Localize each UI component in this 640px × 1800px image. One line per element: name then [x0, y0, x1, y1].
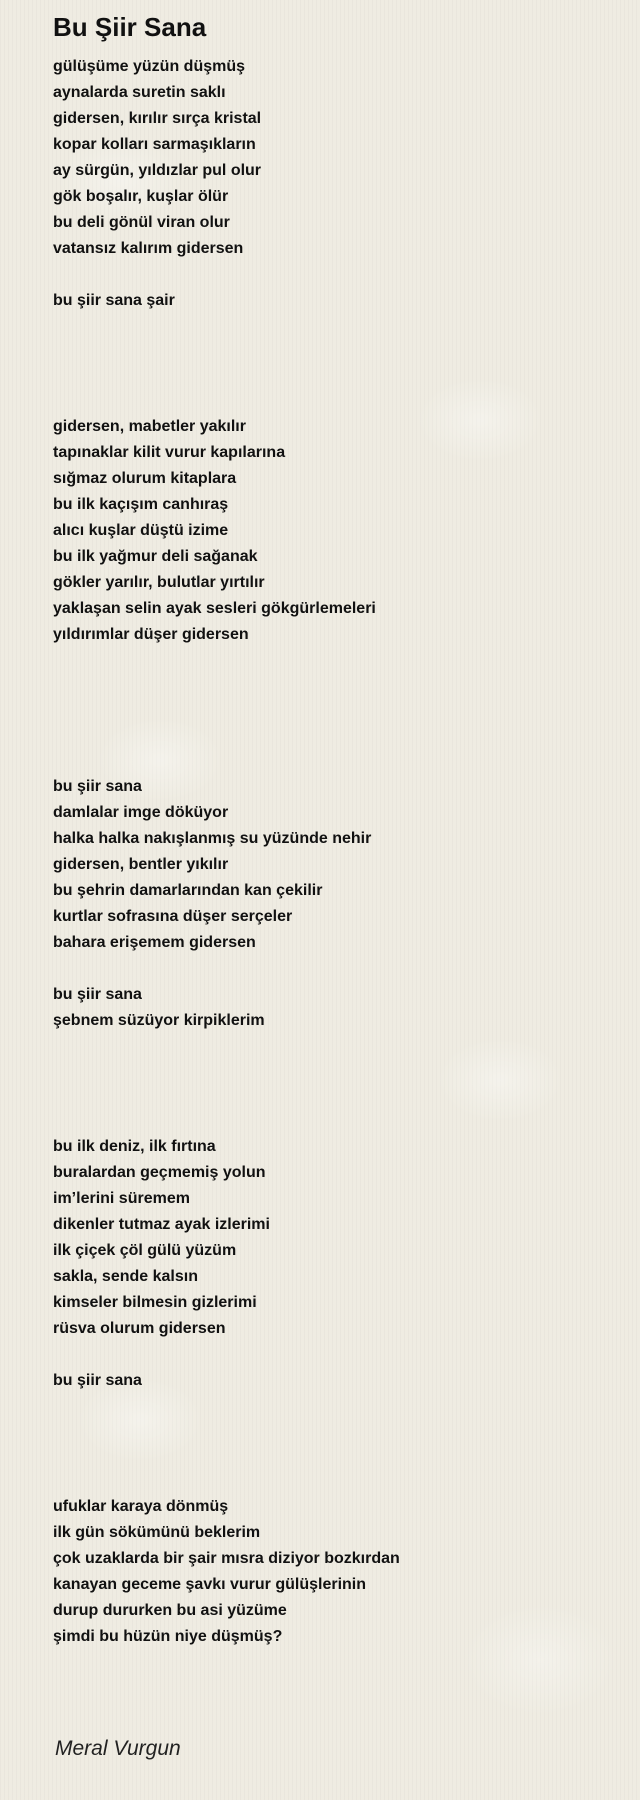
- poem-body: [53, 54, 613, 1650]
- poem-line: gidersen, bentler yıkılır: [53, 856, 229, 873]
- stanza-break: [53, 748, 613, 774]
- poem-line: çok uzaklarda bir şair mısra diziyor bozkırdan: [53, 1550, 400, 1567]
- poem-line: gök boşalır, kuşlar ölür: [53, 188, 229, 205]
- stanza-break: [53, 262, 613, 288]
- poem-line: yaklaşan selin ayak sesleri gökgürlemeleri: [53, 600, 376, 617]
- poem-line: kurtlar sofrasına düşer serçeler: [53, 908, 293, 925]
- poem-line: im’lerini süremem: [53, 1190, 190, 1207]
- poem-line: kimseler bilmesin gizlerimi: [53, 1294, 257, 1311]
- poem-page: [53, 10, 613, 1650]
- poem-author: Meral Vurgun: [55, 1737, 181, 1760]
- poem-line: kopar kolları sarmaşıkların: [53, 136, 256, 153]
- poem-line: damlalar imge döküyor: [53, 804, 229, 821]
- stanza-break: [53, 648, 613, 748]
- poem-line: kanayan geceme şavkı vurur gülüşlerinin: [53, 1576, 367, 1593]
- poem-line: vatansız kalırım gidersen: [53, 240, 244, 257]
- poem-line: ay sürgün, yıldızlar pul olur: [53, 162, 262, 179]
- stanza-break: [53, 388, 613, 414]
- poem-line: rüsva olurum gidersen: [53, 1320, 226, 1337]
- poem-line: bu şiir sana: [53, 986, 142, 1003]
- poem-line: ufuklar karaya dönmüş: [53, 1498, 229, 1515]
- poem-line: gökler yarılır, bulutlar yırtılır: [53, 574, 265, 591]
- poem-line: şimdi bu hüzün niye düşmüş?: [53, 1628, 283, 1645]
- stanza-break: [53, 1108, 613, 1134]
- poem-line: alıcı kuşlar düştü izime: [53, 522, 229, 539]
- poem-line: aynalarda suretin saklı: [53, 84, 226, 101]
- poem-line: halka halka nakışlanmış su yüzünde nehir: [53, 830, 372, 847]
- poem-line: bu ilk kaçışım canhıraş: [53, 496, 229, 513]
- stanza-break: [53, 1034, 613, 1108]
- poem-line: bu ilk deniz, ilk fırtına: [53, 1138, 216, 1155]
- poem-line: bu şiir sana: [53, 778, 142, 795]
- poem-line: bu şiir sana: [53, 1372, 142, 1389]
- stanza-break: [53, 1468, 613, 1494]
- poem-line: bu şehrin damarlarından kan çekilir: [53, 882, 323, 899]
- poem-line: yıldırımlar düşer gidersen: [53, 626, 249, 643]
- stanza-break: [53, 314, 613, 388]
- poem-line: gidersen, mabetler yakılır: [53, 418, 246, 435]
- poem-line: bu deli gönül viran olur: [53, 214, 230, 231]
- poem-line: gidersen, kırılır sırça kristal: [53, 110, 262, 127]
- poem-line: tapınaklar kilit vurur kapılarına: [53, 444, 286, 461]
- poem-line: durup dururken bu asi yüzüme: [53, 1602, 287, 1619]
- poem-line: ilk çiçek çöl gülü yüzüm: [53, 1242, 237, 1259]
- poem-line: şebnem süzüyor kirpiklerim: [53, 1012, 265, 1029]
- stanza-break: [53, 1394, 613, 1468]
- poem-line: sakla, sende kalsın: [53, 1268, 198, 1285]
- poem-line: bu ilk yağmur deli sağanak: [53, 548, 258, 565]
- poem-line: dikenler tutmaz ayak izlerimi: [53, 1216, 270, 1233]
- poem-line: gülüşüme yüzün düşmüş: [53, 58, 246, 75]
- stanza-break: [53, 1342, 613, 1368]
- poem-line: buralardan geçmemiş yolun: [53, 1164, 266, 1181]
- poem-title: Bu Şiir Sana: [53, 12, 207, 42]
- poem-line: bahara erişemem gidersen: [53, 934, 256, 951]
- poem-line: ilk gün sökümünü beklerim: [53, 1524, 261, 1541]
- poem-line: bu şiir sana şair: [53, 292, 175, 309]
- poem-line: sığmaz olurum kitaplara: [53, 470, 237, 487]
- stanza-break: [53, 956, 613, 982]
